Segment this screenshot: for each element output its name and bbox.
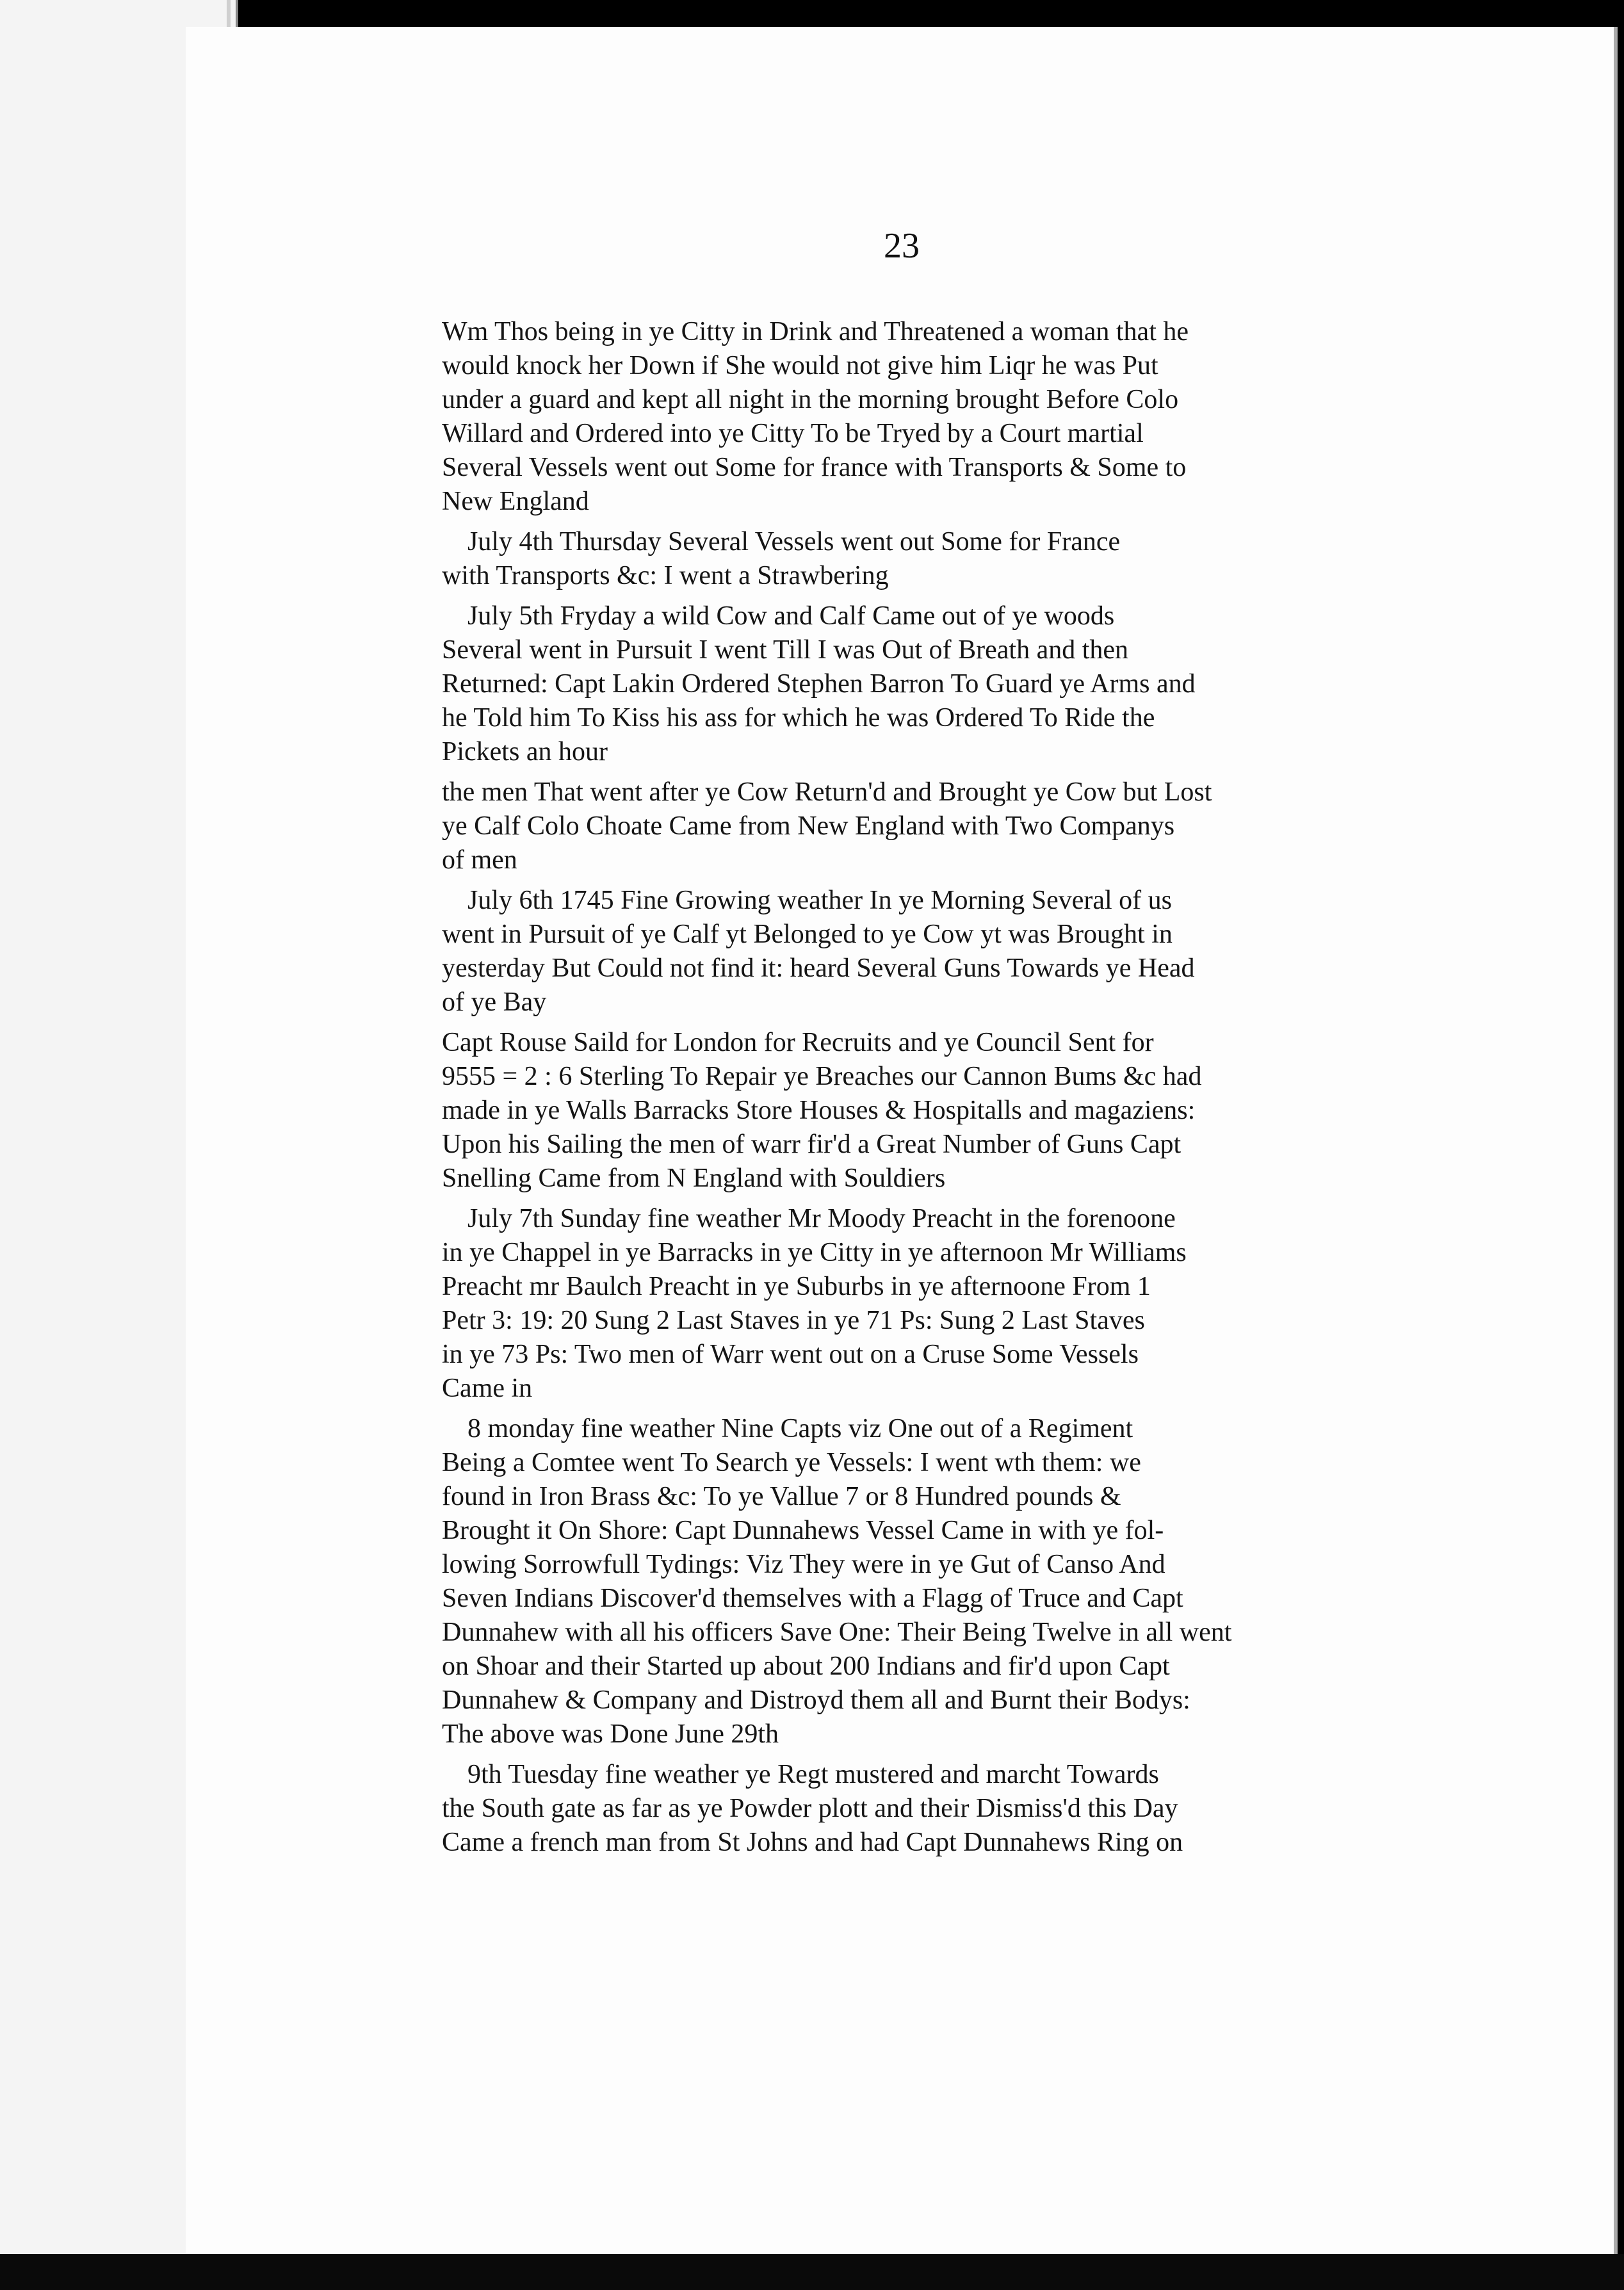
text-line: the South gate as far as ye Powder plott and their Dismiss'd this Day <box>442 1794 1178 1823</box>
text-line: under a guard and kept all night in the morning brought Before Colo <box>442 385 1179 414</box>
text-line: he Told him To Kiss his ass for which he was Ordered To Ride the <box>442 703 1155 733</box>
text-line: Several Vessels went out Some for france with Transports & Some to <box>442 453 1187 482</box>
text-line: Preacht mr Baulch Preacht in ye Suburbs in ye afternoone From 1 <box>442 1272 1151 1301</box>
text-line: in ye 73 Ps: Two men of Warr went out on a Cruse Some Vessels <box>442 1340 1139 1369</box>
text-line: the men That went after ye Cow Return'd and Brought ye Cow but Lost <box>442 777 1212 807</box>
scan-border-top <box>0 0 1624 13</box>
text-line: Pickets an hour <box>442 737 608 767</box>
text-line: yesterday But Could not find it: heard Several Guns Towards ye Head <box>442 954 1195 983</box>
text-line: Upon his Sailing the men of warr fir'd a Great Number of Guns Capt <box>442 1130 1181 1159</box>
journal-paragraph <box>442 884 1531 1019</box>
journal-paragraph <box>442 1202 1531 1406</box>
text-line: of ye Bay <box>442 987 547 1017</box>
text-line: with Transports &c: I went a Strawbering <box>442 561 889 590</box>
text-line: found in Iron Brass &c: To ye Vallue 7 or 8 Hundred pounds & <box>442 1482 1121 1511</box>
text-line: New England <box>442 487 589 516</box>
text-line: Snelling Came from N England with Souldiers <box>442 1164 946 1193</box>
journal-paragraph <box>442 525 1531 593</box>
text-line: Several went in Pursuit I went Till I was Out of Breath and then <box>442 635 1129 665</box>
journal-paragraph <box>442 1412 1531 1751</box>
journal-paragraph <box>442 776 1531 877</box>
text-line: lowing Sorrowfull Tydings: Viz They were in ye Gut of Canso And <box>442 1550 1165 1579</box>
journal-paragraph <box>442 1758 1531 1860</box>
text-line: went in Pursuit of ye Calf yt Belonged to ye Cow yt was Brought in <box>442 920 1173 949</box>
text-line: made in ye Walls Barracks Store Houses & Hospitalls and magaziens: <box>442 1096 1196 1125</box>
text-line: 9555 = 2 : 6 Sterling To Repair ye Breaches our Cannon Bums &c had <box>442 1062 1202 1091</box>
text-line: July 6th 1745 Fine Growing weather In ye Morning Several of us <box>467 886 1172 915</box>
text-line: ye Calf Colo Choate Came from New England with Two Companys <box>442 811 1175 841</box>
page-body-text <box>442 315 1531 1866</box>
text-line: Wm Thos being in ye Citty in Drink and Threatened a woman that he <box>442 317 1189 346</box>
text-line: Dunnahew with all his officers Save One: Their Being Twelve in all went <box>442 1618 1232 1647</box>
text-line: Returned: Capt Lakin Ordered Stephen Barron To Guard ye Arms and <box>442 669 1196 699</box>
text-line: July 5th Fryday a wild Cow and Calf Came out of ye woods <box>467 601 1115 631</box>
text-line: Came in <box>442 1374 533 1403</box>
journal-paragraph <box>442 599 1531 769</box>
text-line: July 7th Sunday fine weather Mr Moody Preacht in the forenoone <box>467 1204 1176 1233</box>
page-number: 23 <box>884 226 920 266</box>
text-line: of men <box>442 845 517 875</box>
book-page <box>186 27 1618 2254</box>
text-line: Being a Comtee went To Search ye Vessels: I went wth them: we <box>442 1448 1141 1477</box>
scan-border-bottom <box>0 2254 1624 2290</box>
text-line: would knock her Down if She would not give him Liqr he was Put <box>442 351 1158 380</box>
text-line: Dunnahew & Company and Distroyd them all and Burnt their Bodys: <box>442 1685 1190 1715</box>
text-line: in ye Chappel in ye Barracks in ye Citty in ye afternoon Mr Williams <box>442 1238 1187 1267</box>
text-line: on Shoar and their Started up about 200 Indians and fir'd upon Capt <box>442 1652 1170 1681</box>
text-line: Petr 3: 19: 20 Sung 2 Last Staves in ye 71 Ps: Sung 2 Last Staves <box>442 1306 1145 1335</box>
text-line: Willard and Ordered into ye Citty To be Tryed by a Court martial <box>442 419 1144 448</box>
journal-paragraph <box>442 1026 1531 1196</box>
text-line: Came a french man from St Johns and had Capt Dunnahews Ring on <box>442 1828 1183 1857</box>
text-line: 9th Tuesday fine weather ye Regt mustered and marcht Towards <box>467 1760 1159 1789</box>
text-line: Seven Indians Discover'd themselves with a Flagg of Truce and Capt <box>442 1584 1183 1613</box>
journal-paragraph <box>442 315 1531 519</box>
text-line: Capt Rouse Saild for London for Recruits and ye Council Sent for <box>442 1028 1154 1057</box>
text-line: 8 monday fine weather Nine Capts viz One out of a Regiment <box>467 1414 1133 1443</box>
text-line: July 4th Thursday Several Vessels went out Some for France <box>467 527 1121 556</box>
text-line: The above was Done June 29th <box>442 1719 779 1749</box>
text-line: Brought it On Shore: Capt Dunnahews Vessel Came in with ye fol- <box>442 1516 1164 1545</box>
